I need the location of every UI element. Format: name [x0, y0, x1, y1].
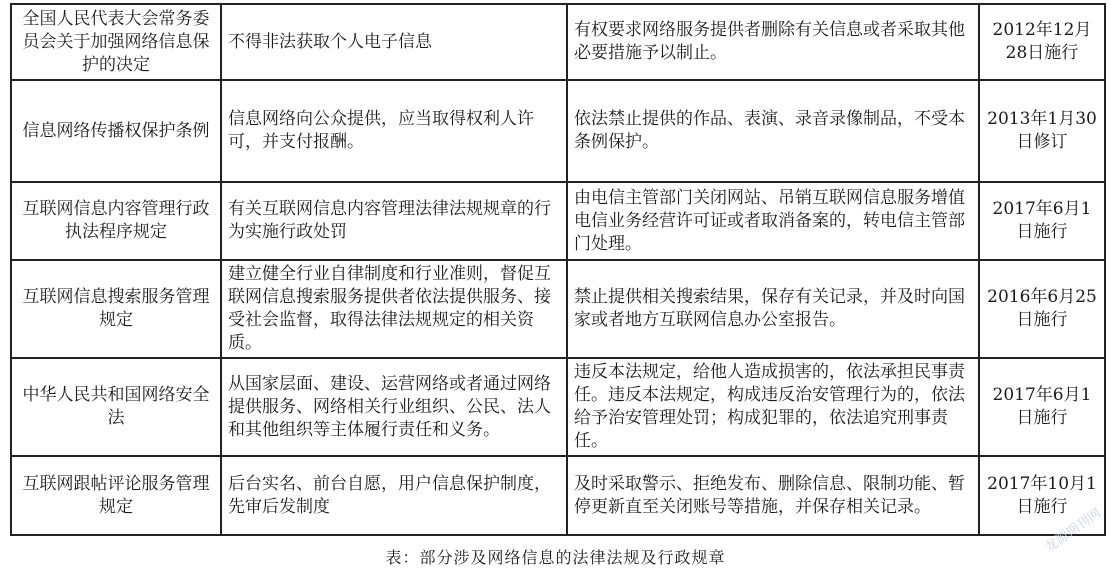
regulation-obligation: 后台实名、前台自愿，用户信息保护制度，先审后发制度 — [221, 456, 567, 535]
regulation-date: 2017年6月1日施行 — [979, 182, 1105, 260]
table-row — [11, 358, 1105, 456]
table-row — [11, 4, 1105, 80]
regulation-obligation: 建立健全行业自律制度和行业准则，督促互联网信息搜索服务提供者依法提供服务、接受社会监督，取得法律法规规定的相关资质。 — [221, 260, 567, 358]
regulation-penalty: 及时采取警示、拒绝发布、删除信息、限制功能、暂停更新直至关闭账号等措施，并保存相关记录。 — [567, 456, 979, 535]
regulation-obligation: 信息网络向公众提供，应当取得权利人许可，并支付报酬。 — [221, 80, 567, 182]
regulation-obligation: 不得非法获取个人电子信息 — [221, 4, 567, 80]
regulation-penalty: 有权要求网络服务提供者删除有关信息或者采取其他必要措施予以制止。 — [567, 4, 979, 80]
regulation-date: 2016年6月25日施行 — [979, 260, 1105, 358]
regulation-name: 互联网跟帖评论服务管理规定 — [11, 456, 221, 535]
watermark: 龙源期刊网 — [1042, 505, 1105, 556]
table-row — [11, 456, 1105, 535]
regulation-name: 全国人民代表大会常务委员会关于加强网络信息保护的决定 — [11, 4, 221, 80]
regulation-penalty: 禁止提供相关搜索结果，保存有关记录，并及时向国家或者地方互联网信息办公室报告。 — [567, 260, 979, 358]
regulation-obligation: 有关互联网信息内容管理法律法规规章的行为实施行政处罚 — [221, 182, 567, 260]
regulation-date: 2017年10月1日施行 — [979, 456, 1105, 535]
regulation-name: 中华人民共和国网络安全法 — [11, 358, 221, 456]
regulations-table — [10, 3, 1106, 536]
regulation-penalty: 依法禁止提供的作品、表演、录音录像制品，不受本条例保护。 — [567, 80, 979, 182]
regulation-date: 2013年1月30日修订 — [979, 80, 1105, 182]
regulation-penalty: 由电信主管部门关闭网站、吊销互联网信息服务增值电信业务经营许可证或者取消备案的，转电信主管部门处理。 — [567, 182, 979, 260]
regulation-penalty: 违反本法规定，给他人造成损害的，依法承担民事责任。违反本法规定，构成违反治安管理行为的，依法给予治安管理处罚；构成犯罪的，依法追究刑事责任。 — [567, 358, 979, 456]
table-caption: 表：部分涉及网络信息的法律法规及行政规章 — [385, 548, 726, 567]
table-row — [11, 182, 1105, 260]
regulation-date: 2017年6月1日施行 — [979, 358, 1105, 456]
table-row — [11, 80, 1105, 182]
regulation-date: 2012年12月28日施行 — [979, 4, 1105, 80]
regulation-name: 信息网络传播权保护条例 — [11, 80, 221, 182]
table-row — [11, 260, 1105, 358]
regulation-name: 互联网信息搜索服务管理规定 — [11, 260, 221, 358]
regulation-name: 互联网信息内容管理行政执法程序规定 — [11, 182, 221, 260]
regulation-obligation: 从国家层面、建设、运营网络或者通过网络提供服务、网络相关行业组织、公民、法人和其他组织等主体履行责任和义务。 — [221, 358, 567, 456]
